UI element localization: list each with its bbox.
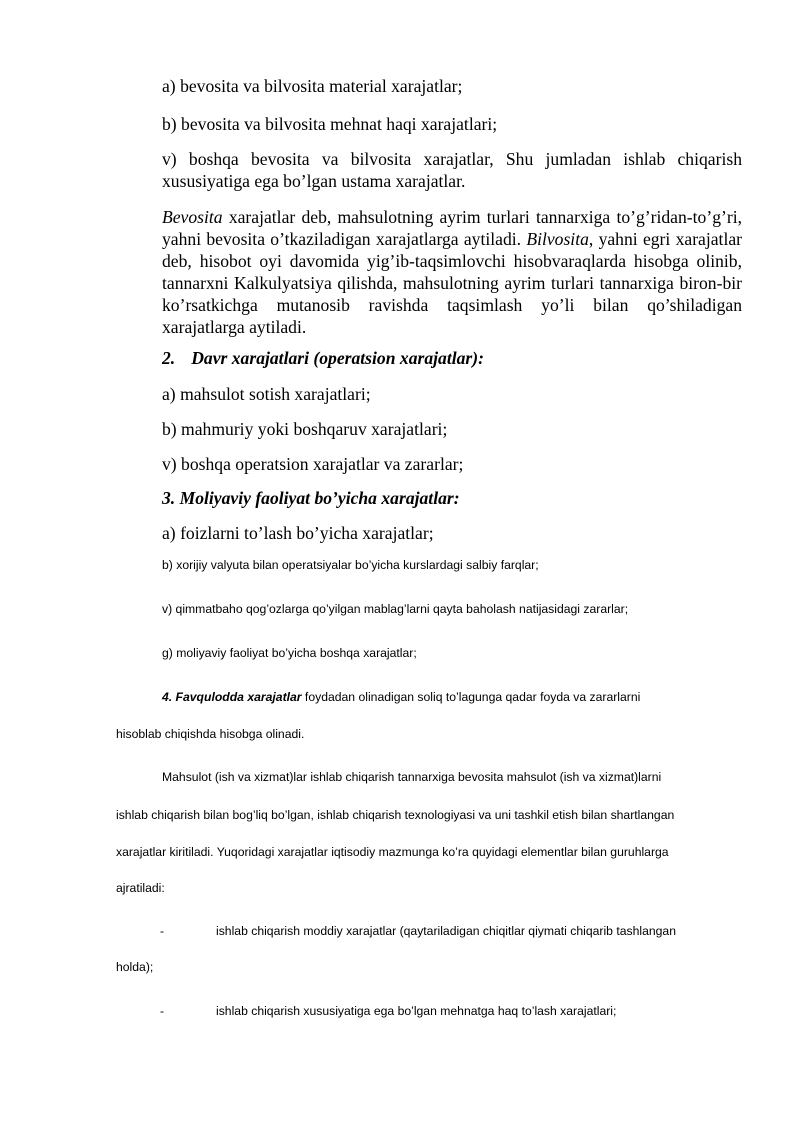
section4-text1: foydadan olinadigan soliq to’lagunga qadar foyda va zararlarni: [301, 690, 641, 704]
bullet-item1-line2: holda);: [116, 960, 154, 974]
section2-number: 2.: [162, 348, 176, 368]
list-item-v-text: v) boshqa bevosita va bilvosita xarajatlar, Shu jumladan ishlab chiqarish xususiyatiga ega bo’lgan ustama xarajatlar.: [162, 149, 742, 191]
paragraph-mahsulot-line2: ishlab chiqarish bilan bog’liq bo’lgan, ishlab chiqarish texnologiyasi va uni tashkil etish bilan shartlangan: [116, 808, 675, 822]
paragraph-mahsulot-line1: Mahsulot (ish va xizmat)lar ishlab chiqarish tannarxiga bevosita mahsulot (ish va xizmat)larni: [162, 770, 662, 784]
paragraph-bevosita-text1: xarajatlar deb, mahsulotning ayrim turlari tannarxiga to’g’ridan-to’g’ri, yahni bevosita o’tkaziladigan xarajatlarga aytiladi.: [162, 207, 742, 249]
term-bilvosita: Bilvosita: [526, 229, 589, 249]
section3-heading: 3. Moliyaviy faoliyat bo’yicha xarajatlar:: [162, 488, 460, 508]
section3-item-g: g) moliyaviy faoliyat bo’yicha boshqa xarajatlar;: [162, 646, 417, 660]
section4-title: 4. Favqulodda xarajatlar: [162, 690, 302, 704]
paragraph-mahsulot-line4: ajratiladi:: [116, 881, 165, 895]
section4-line1: [162, 690, 640, 704]
section2-item-a: a) mahsulot sotish xarajatlari;: [162, 384, 371, 404]
list-item-v: [116, 148, 742, 192]
section2-heading: [162, 348, 484, 369]
bullet-marker-1: -: [160, 924, 165, 938]
section4-line2: hisoblab chiqishda hisobga olinadi.: [116, 727, 305, 741]
term-bevosita: Bevosita: [162, 207, 223, 227]
section2-item-v: v) boshqa operatsion xarajatlar va zararlar;: [162, 454, 464, 474]
paragraph-bevosita: [116, 206, 742, 338]
section3-item-v: v) qimmatbaho qog’ozlarga qo’yilgan mablag’larni qayta baholash natijasidagi zararlar;: [162, 602, 629, 616]
bullet-item2: ishlab chiqarish xususiyatiga ega bo’lgan mehnatga haq to’lash xarajatlari;: [216, 1004, 617, 1018]
bullet-item1-line1: ishlab chiqarish moddiy xarajatlar (qaytariladigan chiqitlar qiymati chiqarib tashlangan: [216, 924, 676, 938]
list-item-a: a) bevosita va bilvosita material xarajatlar;: [162, 76, 463, 96]
section2-title: Davr xarajatlari (operatsion xarajatlar):: [191, 348, 484, 368]
paragraph-bevosita-text2: , yahni egri xarajatlar deb, hisobot oyi davomida yig’ib-taqsimlovchi hisobvaraqlarda hisobga olinib, tannarxni Kalkulyatsiya qilishda, mahsulotning ayrim turlari tannarxiga biron-bir ko’rsatkichga mutanosib ravishda taqsimlash yo’li bilan qo’shiladigan xarajatlarga aytiladi.: [162, 229, 742, 337]
list-item-b: b) bevosita va bilvosita mehnat haqi xarajatlari;: [162, 114, 498, 134]
bullet-marker-2: -: [160, 1004, 165, 1018]
section2-item-b: b) mahmuriy yoki boshqaruv xarajatlari;: [162, 419, 448, 439]
section3-item-a: a) foizlarni to’lash bo’yicha xarajatlar;: [162, 523, 434, 543]
section3-item-b: b) xorijiy valyuta bilan operatsiyalar bo’yicha kurslardagi salbiy farqlar;: [162, 558, 539, 572]
paragraph-mahsulot-line3: xarajatlar kiritiladi. Yuqoridagi xarajatlar iqtisodiy mazmunga ko’ra quyidagi elementlar bilan guruhlarga: [116, 845, 669, 859]
